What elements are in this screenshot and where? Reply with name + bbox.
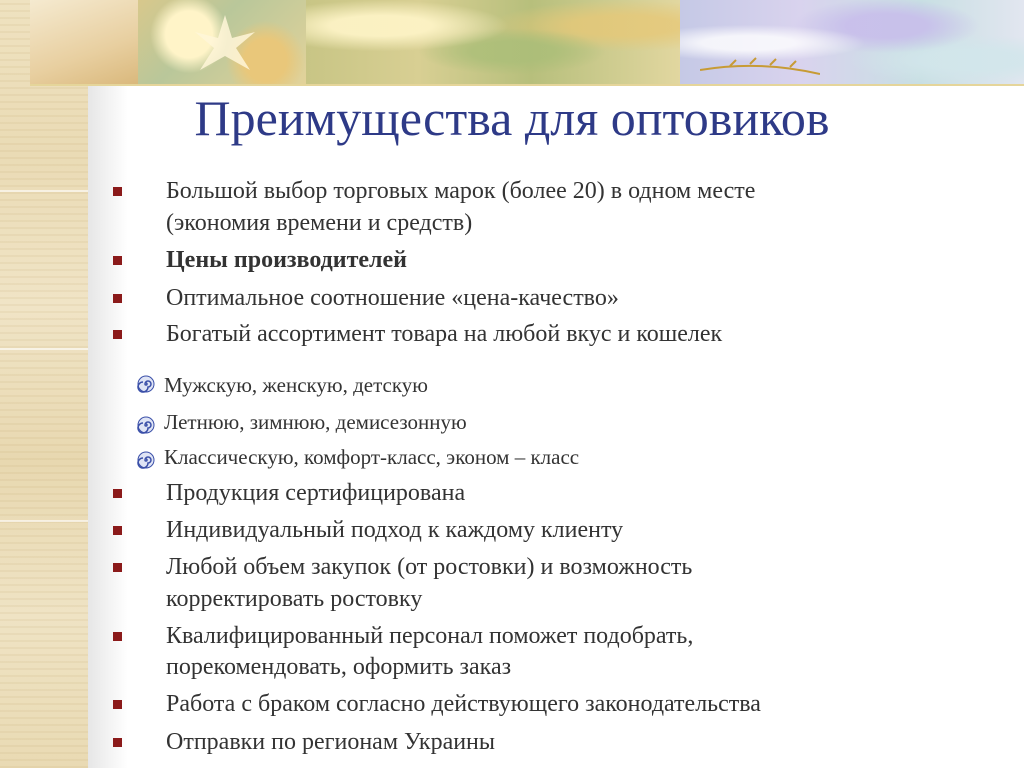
- bullet-text: (экономия времени и средств): [166, 210, 473, 236]
- bullet-text: порекомендовать, оформить заказ: [166, 654, 512, 680]
- bullet-text: Оптимальное соотношение «цена-качество»: [166, 285, 619, 311]
- square-bullet-icon: [113, 187, 122, 196]
- square-bullet-icon: [113, 256, 122, 265]
- bullet-text: Богатый ассортимент товара на любой вкус и кошелек: [166, 321, 723, 347]
- square-bullet-icon: [113, 526, 122, 535]
- square-bullet-icon: [113, 330, 122, 339]
- sub-bullet-text: Летнюю, зимнюю, демисезонную: [164, 410, 467, 434]
- bullet-text: корректировать ростовку: [166, 586, 423, 612]
- swirl-bullet-icon: [137, 375, 155, 393]
- bullet-text: Цены производителей: [166, 247, 407, 273]
- square-bullet-icon: [113, 700, 122, 709]
- bullet-text: Работа с браком согласно действующего законодательства: [166, 691, 761, 717]
- sub-bullet-text: Классическую, комфорт-класс, эконом – класс: [164, 445, 580, 469]
- square-bullet-icon: [113, 489, 122, 498]
- square-bullet-icon: [113, 294, 122, 303]
- square-bullet-icon: [113, 632, 122, 641]
- sub-bullet-text: Мужскую, женскую, детскую: [164, 373, 428, 397]
- swirl-bullet-icon: [137, 416, 155, 434]
- bullet-text: Индивидуальный подход к каждому клиенту: [166, 517, 624, 543]
- slide-title: Преимущества для оптовиков: [194, 90, 830, 146]
- bullet-text: Большой выбор торговых марок (более 20) в одном месте: [166, 178, 756, 204]
- bullet-text: Любой объем закупок (от ростовки) и возможность: [166, 554, 693, 580]
- square-bullet-icon: [113, 738, 122, 747]
- bullet-text: Продукция сертифицирована: [166, 480, 466, 506]
- square-bullet-icon: [113, 563, 122, 572]
- bullet-text: Отправки по регионам Украины: [166, 729, 496, 755]
- swirl-bullet-icon: [137, 451, 155, 469]
- bullet-text: Квалифицированный персонал поможет подобрать,: [166, 623, 694, 649]
